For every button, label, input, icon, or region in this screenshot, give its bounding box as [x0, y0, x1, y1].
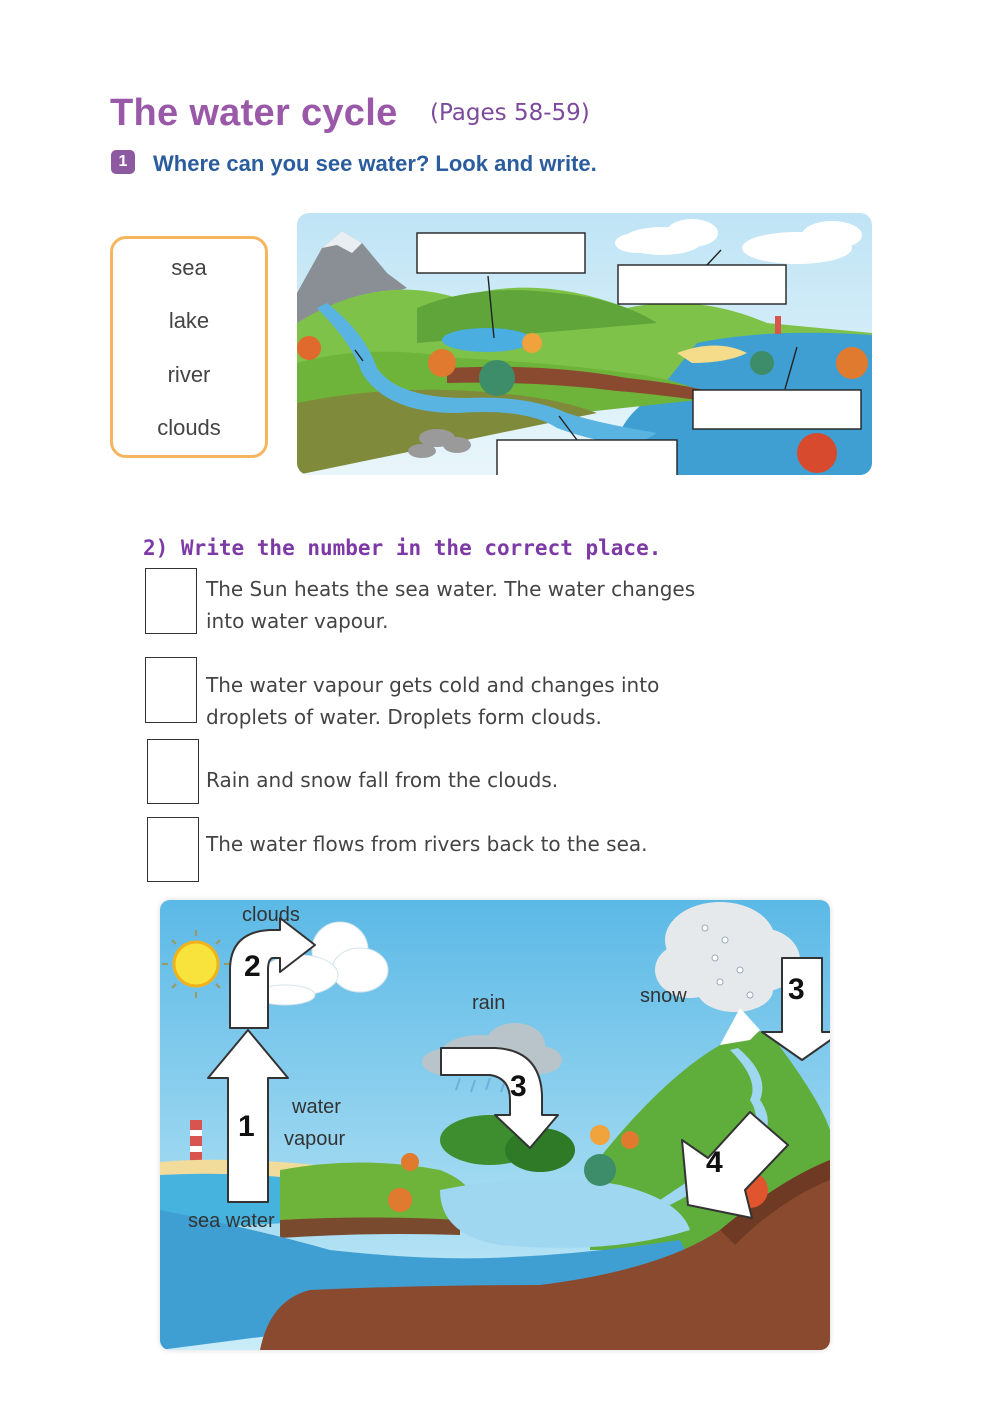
label-snow: snow: [640, 985, 687, 1007]
statement-1: [206, 573, 726, 637]
statement-2-line-1: The water vapour gets cold and changes into: [206, 673, 660, 697]
answer-box-river: [497, 440, 677, 475]
arrow-3-rain-number: 3: [510, 1070, 527, 1103]
arrow-3-snow-number: 3: [788, 973, 805, 1006]
label-vapour: vapour: [284, 1128, 346, 1150]
answer-box-sea: [693, 390, 861, 429]
arrow-1-number: 1: [238, 1110, 255, 1143]
statement-1-line-2: into water vapour.: [206, 609, 389, 633]
number-input-1[interactable]: [145, 568, 197, 634]
word-lake: lake: [168, 308, 210, 333]
statement-2-line-2: droplets of water. Droplets form clouds.: [206, 705, 602, 729]
word-clouds: clouds: [157, 415, 221, 440]
number-input-4[interactable]: [147, 817, 199, 882]
page-title: The water cycle: [110, 92, 398, 134]
exercise-1-badge: 1: [111, 150, 135, 174]
exercise-1-instruction: Where can you see water? Look and write.: [153, 151, 597, 176]
number-input-2[interactable]: [145, 657, 197, 723]
label-clouds: clouds: [242, 904, 300, 926]
statement-4: [206, 828, 726, 860]
page-reference: (Pages 58-59): [430, 100, 590, 126]
label-sea-water: sea water: [188, 1210, 275, 1232]
answer-box-clouds: [618, 265, 786, 304]
landscape-illustration: [297, 213, 872, 475]
word-river: river: [167, 362, 211, 387]
statement-4-line-1: The water flows from rivers back to the sea.: [206, 832, 648, 856]
label-water: water: [292, 1096, 341, 1118]
number-input-3[interactable]: [147, 739, 199, 804]
statement-1-line-1: The Sun heats the sea water. The water changes: [206, 577, 696, 601]
word-sea: sea: [171, 255, 207, 280]
label-rain: rain: [472, 992, 506, 1014]
answer-box-lake: [417, 233, 585, 273]
statement-2: [206, 669, 726, 733]
statement-3-line-1: Rain and snow fall from the clouds.: [206, 768, 559, 792]
water-cycle-diagram: [160, 900, 830, 1350]
statement-3: [206, 764, 726, 796]
arrow-4-number: 4: [706, 1146, 723, 1179]
arrow-2-number: 2: [244, 950, 261, 983]
word-bank: [110, 236, 268, 458]
landscape-picture: [297, 213, 872, 475]
exercise-2-instruction: 2) Write the number in the correct place.: [143, 536, 662, 560]
